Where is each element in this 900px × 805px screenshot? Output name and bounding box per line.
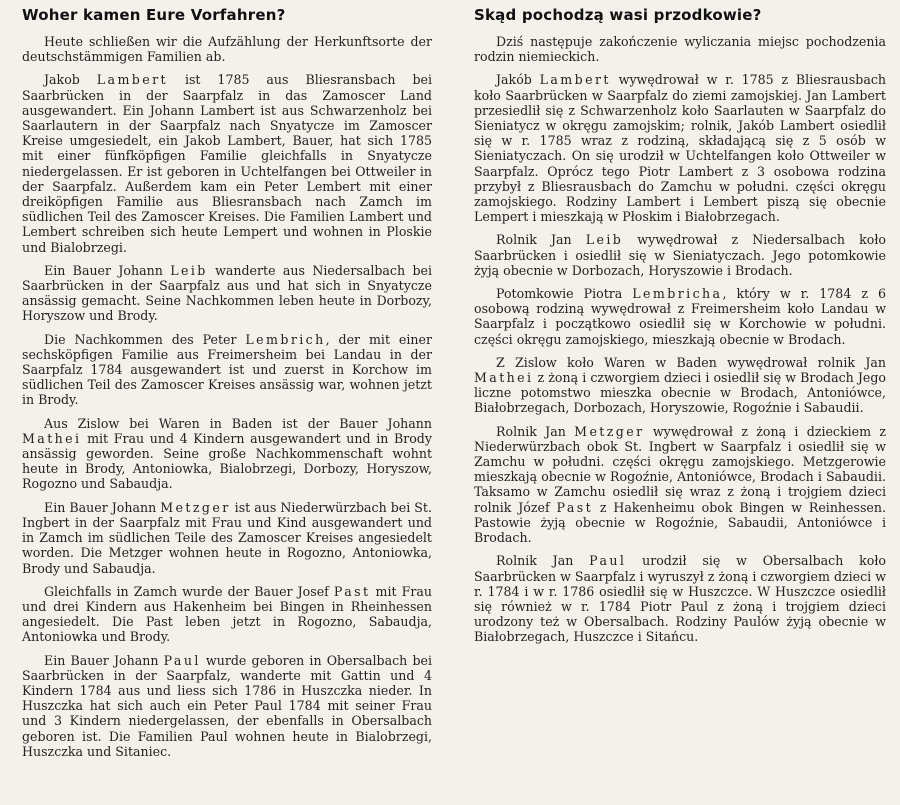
polish-body: [474, 34, 886, 645]
surname: Lambert: [96, 72, 168, 88]
polish-heading: Skąd pochodzą wasi przodkowie?: [474, 6, 762, 24]
paragraph: [22, 34, 432, 64]
paragraph: [22, 72, 432, 254]
surname: Lembricha: [632, 286, 723, 302]
paragraph-text: Ein Bauer Johann: [44, 499, 161, 515]
surname: Paul: [589, 553, 627, 569]
paragraph-text: ist aus Niederwürzbach bei St. Ingbert in der Saarpfalz mit Frau und Kind ausgewandert und in Zamch im südlichen Teile des Zamoscer Kreises angesiedelt worden. Die Metzger wohnen heute in Rogozno, Antoniowka, Brody und Sabaudja.: [22, 499, 432, 576]
surname: Mathei: [22, 430, 82, 446]
paragraph-text: Ein Bauer Johann: [44, 652, 164, 668]
paragraph: [474, 72, 886, 224]
paragraph-text: wurde geboren in Obersalbach bei Saarbrücken in der Saarpfalz, wanderte mit Gattin und 4 Kindern 1784 aus und liess sich 1786 in Huszczka nieder. In Huszczka hat sich auch ein Peter Paul 1784 mit seiner Frau und 3 Kindern niedergelassen, der ebenfalls in Obersalbach geboren ist. Die Familien Paul wohnen heute in Bialobrzegi, Huszczka und Sitaniec.: [22, 652, 432, 759]
paragraph: [22, 263, 432, 324]
paragraph: [474, 34, 886, 64]
paragraph-text: , der mit einer sechsköpfigen Familie aus Freimersheim bei Landau in der Saarpfalz 1784 ausgewandert ist und zuerst in Korchow im südlichen Teil des Zamoscer Kreises ansässig war, wohnen jetzt in Brody.: [22, 331, 432, 408]
surname: Metzger: [574, 423, 645, 439]
paragraph: [22, 332, 432, 408]
paragraph-text: z Hakenheimu obok Bingen w Reinhessen. Pastowie żyją obecnie w Rogoźnie, Sabaudii, Antoniówce i Brodach.: [474, 499, 886, 546]
paragraph-text: mit Frau und drei Kindern aus Hakenheim bei Bingen in Rheinhessen angesiedelt. Die Past leben jetzt in Rogozno, Sabaudja, Antoniowka und Brody.: [22, 583, 432, 645]
german-body: [22, 34, 432, 759]
paragraph: [22, 416, 432, 492]
paragraph: [474, 424, 886, 546]
paragraph-text: Rolnik Jan: [496, 232, 586, 248]
paragraph-text: ist 1785 aus Bliesransbach bei Saarbrücken in der Saarpfalz in das Zamoscer Land ausgewandert. Ein Johann Lambert ist aus Schwarzenholz bei Saarlautern in der Saarpfalz nach Snyatycze im Zamoscer Kreise umgesiedelt, ein Jakob Lambert, Bauer, hat sich 1785 mit einer fünfköpfigen Familie gleichfalls in Snyatycze niedergelassen. Er ist geboren in Uchtelfangen bei Ottweiler in der Saarpfalz. Außerdem kam ein Peter Lembert mit einer dreiköpfigen Familie aus Bliesransbach nach Zamch im südlichen Teil des Zamoscer Kreises. Die Familien Lambert und Lembert schreiben sich heute Lempert und wohnen in Ploskie und Bialobrzegi.: [22, 72, 432, 255]
paragraph: [474, 286, 886, 347]
paragraph: [22, 584, 432, 645]
surname: Mathei: [474, 370, 534, 386]
surname: Lembrich: [245, 331, 326, 347]
surname: Leib: [170, 262, 208, 278]
paragraph-text: Jakob: [44, 72, 97, 88]
german-column: [22, 6, 432, 767]
paragraph-text: Rolnik Jan: [496, 423, 575, 439]
surname: Past: [333, 583, 371, 599]
paragraph-text: wywędrował z Niedersalbach koło Saarbrücken i osiedlił się w Sieniatyczach. Jego potomkowie żyją obecnie w Dorbozach, Horyszowie i Brodach.: [474, 232, 886, 278]
surname: Paul: [163, 652, 201, 668]
surname: Leib: [585, 232, 624, 248]
paragraph-text: Aus Zislow bei Waren in Baden ist der Bauer Johann: [44, 415, 432, 431]
paragraph: [474, 232, 886, 278]
paragraph: [474, 355, 886, 416]
paragraph-text: Ein Bauer Johann: [44, 262, 171, 278]
paragraph: [474, 553, 886, 644]
paragraph-text: Potomkowie Piotra: [496, 286, 633, 302]
paragraph-text: Heute schließen wir die Aufzählung der Herkunftsorte der deutschstämmigen Familien ab.: [22, 34, 432, 65]
surname: Metzger: [160, 499, 231, 515]
paragraph-text: Z Zislow koło Waren w Baden wywędrował rolnik Jan: [496, 354, 886, 370]
paragraph-text: Dziś następuje zakończenie wyliczania miejsc pochodzenia rodzin niemieckich.: [474, 34, 886, 65]
german-heading: Woher kamen Eure Vorfahren?: [22, 6, 286, 24]
paragraph-text: Die Nachkommen des Peter: [44, 331, 246, 347]
polish-column: [474, 6, 886, 653]
paragraph-text: mit Frau und 4 Kindern ausgewandert und in Brody ansässig geworden. Seine große Nachkommenschaft wohnt heute in Brody, Antoniowka, Bialobrzegi, Dorbozy, Horyszow, Rogozno und Sabaudja.: [22, 430, 432, 492]
paragraph-text: Gleichfalls in Zamch wurde der Bauer Josef: [44, 583, 334, 599]
surname: Lambert: [539, 72, 611, 88]
paragraph-text: wywędrował z żoną i dzieckiem z Niederwürzbach obok St. Ingbert w Saarpfalz i osiedlił się w Zamchu w południ. części okręgu zamojskiego. Metzgerowie mieszkają obecnie w Rogoźnie, Antoniówce, Brodach i Sabaudii. Taksamo w Zamchu osiedlił się wraz z żoną i trojgiem dzieci rolnik Józef: [474, 423, 886, 515]
paragraph-text: Jakób: [496, 72, 540, 88]
paragraph-text: z żoną i czworgiem dzieci i osiedlił się w Brodach Jego liczne potomstwo mieszka obecnie w Brodach, Antoniówce, Białobrzegach, Dorbozach, Horyszowie, Rogoźnie i Sabaudii.: [474, 370, 886, 416]
paragraph-text: urodził się w Obersalbach koło Saarbrücken w Saarpfalz i wyruszył z żoną i czworgiem dzieci w r. 1784 i w r. 1786 osiedlił się w Huszczce. W Huszczce osiedlił się również w r. 1784 Piotr Paul z żoną i trojgiem dzieci urodzony też w Obersalbach. Rodziny Paulów żyją obecnie w Białobrzegach, Huszczce i Sitańcu.: [474, 553, 887, 645]
surname: Past: [556, 499, 594, 515]
paragraph-text: , który w r. 1784 z 6 osobową rodziną wywędrował z Freimersheim koło Landau w Saarpfalz i początkowo osiedlił się w Korchowie w południ. części okręgu zamojskiego, mieszkają obecnie w Brodach.: [474, 286, 886, 347]
paragraph-text: Rolnik Jan: [496, 553, 590, 569]
paragraph-text: wanderte aus Niedersalbach bei Saarbrücken in der Saarpfalz aus und hat sich in Snyatycze ansässig gemacht. Seine Nachkommen leben heute in Dorbozy, Horyszow und Brody.: [22, 262, 432, 324]
paragraph: [22, 500, 432, 576]
paragraph: [22, 653, 432, 759]
paragraph-text: wywędrował w r. 1785 z Bliesrausbach koło Saarbrücken w Saarpfalz do ziemi zamojskiej. Jan Lambert przesiedlił się z Schwarzenholz koło Saarlauten w Saarpfalz do Sieniatycz w okręgu zamojskim; rolnik, Jakób Lambert osiedlił się w r. 1785 wraz z rodziną, składającą się z 5 osób w Sieniatyczach. On się urodził w Uchtelfangen koło Ottweiler w Saarpfalz. Oprócz tego Piotr Lambert z 3 osobowa rodzina przybył z Bliesrausbach do Zamchu w południ. części okręgu zamojskiego. Rodziny Lambert i Lembert piszą się obecnie Lempert i mieszkają w Płoskim i Białobrzegach.: [474, 72, 886, 225]
